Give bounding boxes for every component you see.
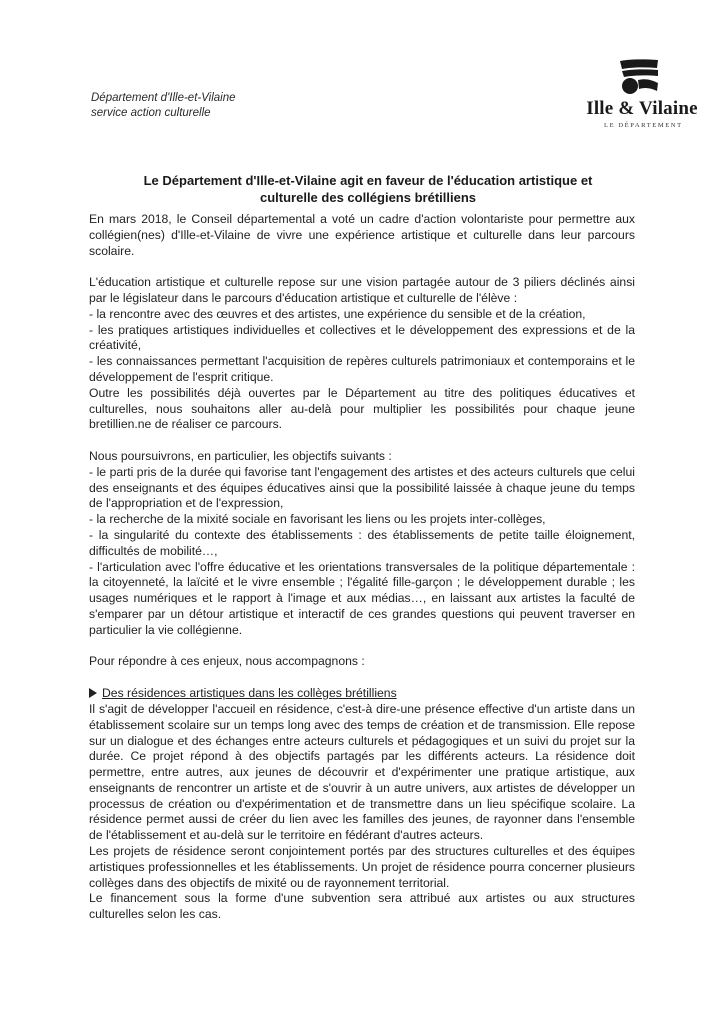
- document-title: Le Département d'Ille-et-Vilaine agit en faveur de l'éducation artistique et culturelle des collégiens brétilliens: [143, 173, 593, 205]
- objectif-item: - l'articulation avec l'offre éducative et les orientations transversales de la politique départementale : la citoyenneté, la laïcité et le vivre ensemble ; l'égalité fille-garçon ; le développement durable ; les usages numériques et le rapport à l'image et aux médias…, en laissant aux artistes la faculté de s'emparer par un détour artistique et interactif de ces grandes questions qui peuvent traverser en particulier la vie collégienne.: [89, 559, 635, 637]
- piliers-outro: Outre les possibilités déjà ouvertes par le Département au titre des politiques éducatives et culturelles, nous souhaitons aller au-delà pour multiplier les possibilités pour chaque jeune bretillien.ne de réaliser ce parcours.: [89, 385, 635, 432]
- logo-emblem-icon: [600, 58, 664, 100]
- department-name: Département d'Ille-et-Vilaine: [91, 92, 236, 104]
- piliers-intro: L'éducation artistique et culturelle repose sur une vision partagée autour de 3 piliers déclinés ainsi par le législateur dans le parcours d'éducation artistique et culturelle de l'élève :: [89, 275, 635, 305]
- residences-paragraph: Il s'agit de développer l'accueil en résidence, c'est-à dire-une présence effective d'un artiste dans un établissement scolaire sur un temps long avec des temps de création et de transmission. Elle repose sur un dialogue et des échanges entre acteurs culturels et pédagogiques et un suivi du projet sur la durée. Ce projet répond à des objectifs partagés par les différents acteurs. La résidence doit permettre, entre autres, aux jeunes de découvrir et d'expérimenter une pratique artistique, aux enseignants de rencontrer un artiste et de s'ouvrir à un autre univers, aux artistes de développer un processus de création ou d'expérimentation et de transmettre dans un lieu spécifique scolaire. La résidence permet aussi de créer du lien avec les familles des jeunes, de rayonner dans l'ensemble de l'établissement et au-delà sur le territoire en fédérant d'autres acteurs.: [89, 701, 635, 843]
- pilier-item: - les connaissances permettant l'acquisition de repères culturels patrimoniaux et contemporains et le développement de l'esprit critique.: [89, 354, 635, 384]
- objectif-item: - la singularité du contexte des établissements : des établissements de petite taille éloignement, difficultés de mobilité…,: [89, 527, 635, 558]
- residences-paragraph: Les projets de résidence seront conjointement portés par des structures culturelles et des équipes artistiques professionnelles et les établissements. Un projet de résidence pourra concerner plusieurs collèges dans des objectifs de mixité ou de rayonnement territorial.: [89, 844, 635, 890]
- intro-paragraph: En mars 2018, le Conseil départemental a voté un cadre d'action volontariste pour permettre aux collégien(nes) d'Ille-et-Vilaine de vivre une expérience artistique et culturelle dans leur parcours scolaire.: [89, 212, 635, 258]
- pilier-item: - les pratiques artistiques individuelles et collectives et le développement des expressions et de la créativité,: [89, 322, 635, 353]
- ille-et-vilaine-logo: [578, 58, 708, 138]
- logo-subtitle: LE DÉPARTEMENT: [604, 122, 683, 129]
- sender-block: [91, 91, 236, 121]
- enjeux-paragraph: Pour répondre à ces enjeux, nous accompagnons :: [89, 654, 365, 669]
- section-heading-residences: [89, 686, 635, 702]
- service-name: service action culturelle: [91, 107, 211, 119]
- objectif-item: - le parti pris de la durée qui favorise tant l'engagement des artistes et des acteurs culturels que celui des enseignants et des équipes éducatives ainsi que la possibilité laissée à chaque jeune du temps de l'appropriation et de l'expression,: [89, 464, 635, 511]
- document-body: [89, 212, 635, 923]
- residences-paragraph: Le financement sous la forme d'une subvention sera attribué aux artistes ou aux structures culturelles selon les cas.: [89, 891, 635, 922]
- arrow-bullet-icon: [89, 688, 97, 698]
- objectif-item: - la recherche de la mixité sociale en favorisant les liens ou les projets inter-collèges,: [89, 512, 546, 527]
- pilier-item: - la rencontre avec des œuvres et des artistes, une expérience du sensible et de la création,: [89, 306, 586, 321]
- section-title: Des résidences artistiques dans les collèges brétilliens: [102, 686, 397, 701]
- logo-wordmark: Ille & Vilaine: [586, 98, 698, 119]
- objectifs-intro: Nous poursuivrons, en particulier, les objectifs suivants :: [89, 448, 392, 463]
